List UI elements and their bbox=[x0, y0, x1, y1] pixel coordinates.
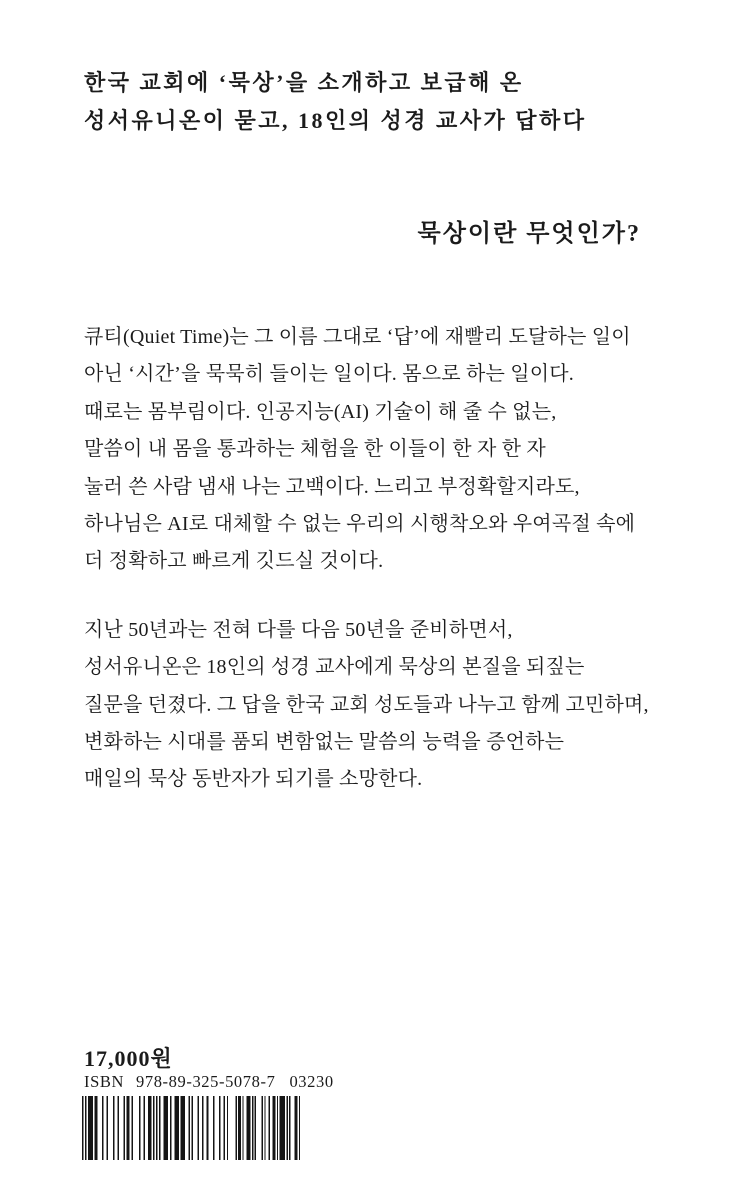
price: 17,000원 bbox=[84, 1046, 173, 1071]
description-paragraph-1 bbox=[84, 319, 649, 581]
isbn-line bbox=[84, 1073, 334, 1091]
description-line: 질문을 던졌다. 그 답을 한국 교회 성도들과 나누고 함께 고민하며, bbox=[84, 693, 649, 716]
description-line: 하나님은 AI로 대체할 수 없는 우리의 시행착오와 우여곡절 속에 bbox=[84, 513, 636, 536]
isbn-number: 978-89-325-5078-7 bbox=[136, 1072, 276, 1091]
description-line: 말씀이 내 몸을 통과하는 체험을 한 이들이 한 자 한 자 bbox=[84, 438, 546, 461]
description bbox=[84, 319, 649, 799]
tagline-line: 한국 교회에 ‘묵상’을 소개하고 보급해 온 bbox=[84, 70, 524, 95]
ean13-barcode bbox=[82, 1096, 228, 1160]
isbn-label: ISBN bbox=[84, 1072, 124, 1091]
description-line: 큐티(Quiet Time)는 그 이름 그대로 ‘답’에 재빨리 도달하는 일이 bbox=[84, 326, 631, 348]
barcode bbox=[82, 1096, 301, 1160]
isbn-addon-code: 03230 bbox=[289, 1072, 334, 1091]
ean5-addon-barcode bbox=[234, 1096, 300, 1160]
description-line: 매일의 묵상 동반자가 되기를 소망한다. bbox=[84, 768, 423, 791]
description-line: 더 정확하고 빠르게 깃드실 것이다. bbox=[84, 550, 384, 573]
tagline-line: 성서유니온이 묻고, 18인의 성경 교사가 답하다 bbox=[84, 108, 587, 133]
description-line: 지난 50년과는 전혀 다를 다음 50년을 준비하면서, bbox=[84, 618, 513, 641]
description-line: 때로는 몸부림이다. 인공지능(AI) 기술이 해 줄 수 없는, bbox=[84, 400, 557, 423]
description-line: 아닌 ‘시간’을 묵묵히 들이는 일이다. 몸으로 하는 일이다. bbox=[84, 363, 574, 386]
description-line: 눌러 쓴 사람 냄새 나는 고백이다. 느리고 부정확할지라도, bbox=[84, 475, 580, 498]
description-line: 변화하는 시대를 품되 변함없는 말씀의 능력을 증언하는 bbox=[84, 731, 565, 754]
tagline bbox=[84, 64, 587, 140]
book-title: 묵상이란 무엇인가? bbox=[417, 221, 641, 247]
description-line: 성서유니온은 18인의 성경 교사에게 묵상의 본질을 되짚는 bbox=[84, 656, 585, 679]
description-paragraph-2 bbox=[84, 612, 649, 799]
